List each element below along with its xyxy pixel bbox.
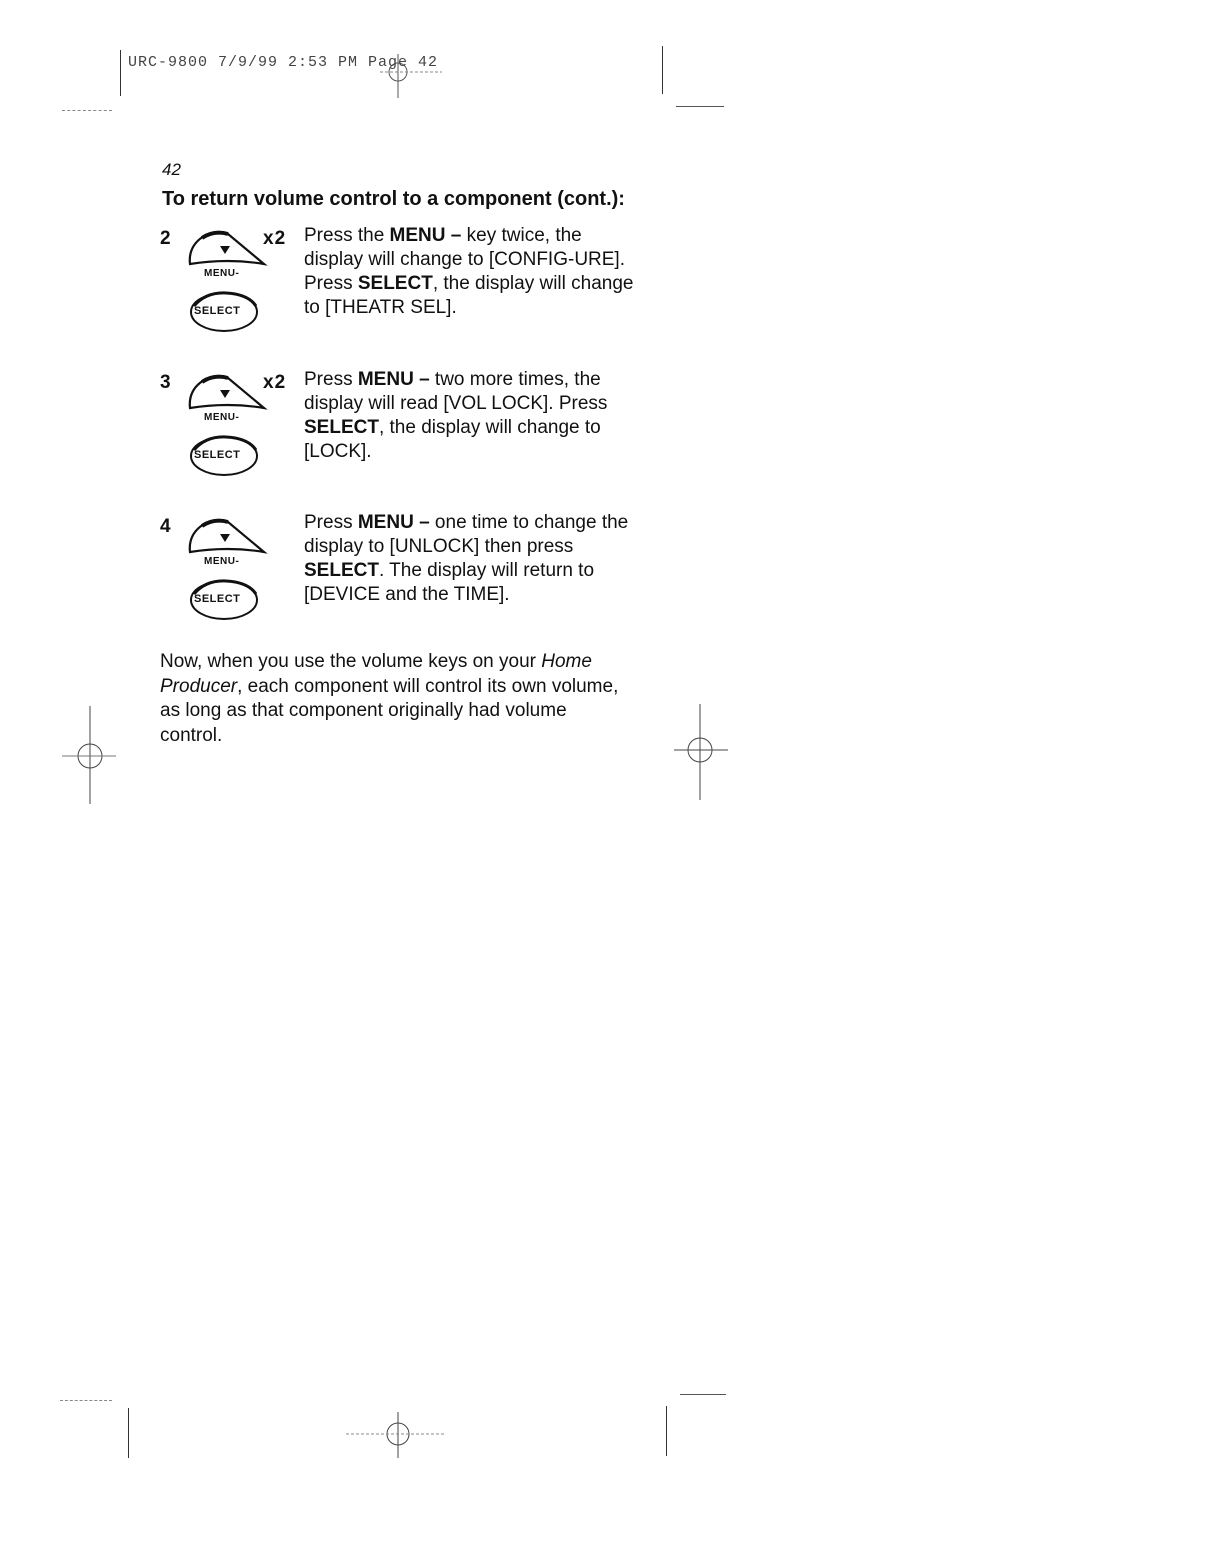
- crop-mark-top-left: [120, 50, 121, 96]
- print-slug: URC-9800 7/9/99 2:53 PM Page 42: [128, 54, 439, 71]
- crop-mark-bottom-right: [666, 1406, 667, 1456]
- registration-mark-bottom: [346, 1412, 446, 1460]
- page-number: 42: [162, 160, 181, 179]
- crop-dash-bottom-left: [60, 1400, 112, 1401]
- menu-key-label: MENU-: [204, 268, 240, 279]
- crop-dash-top-left: [62, 110, 112, 111]
- product-name: Home Producer: [160, 651, 592, 697]
- menu-key-icon: [184, 228, 270, 268]
- crop-line-top-right: [676, 106, 724, 107]
- step-instructions: Press MENU – two more times, the display will read [VOL LOCK]. Press SELECT, the display will change to [LOCK].: [304, 369, 608, 462]
- menu-key-icon: [184, 516, 270, 556]
- section-heading: To return volume control to a component (cont.):: [162, 188, 625, 210]
- select-key-label: SELECT: [194, 593, 241, 605]
- step-instructions: Press the MENU – key twice, the display will change to [CONFIG-URE]. Press SELECT, the display will change to [THEATR SEL].: [304, 225, 634, 318]
- closing-paragraph: Now, when you use the volume keys on your Home Producer, each component will control its own volume, as long as that component originally had volume control.: [160, 651, 619, 746]
- menu-key-label: MENU-: [204, 412, 240, 423]
- step-number: 4: [160, 516, 171, 537]
- step-number: 3: [160, 372, 171, 393]
- crop-mark-bottom-left: [128, 1408, 129, 1458]
- crop-line-bottom-right: [680, 1394, 726, 1395]
- press-count: x2: [263, 228, 287, 249]
- registration-mark-right: [674, 704, 730, 802]
- select-key-label: SELECT: [194, 305, 241, 317]
- select-key-label: SELECT: [194, 449, 241, 461]
- menu-key-icon: [184, 372, 270, 412]
- registration-mark-left: [62, 700, 118, 806]
- menu-key-label: MENU-: [204, 556, 240, 567]
- crop-mark-top-right: [662, 46, 663, 94]
- step-instructions: Press MENU – one time to change the display to [UNLOCK] then press SELECT. The display will return to [DEVICE and the TIME].: [304, 512, 629, 605]
- step-number: 2: [160, 228, 171, 249]
- press-count: x2: [263, 372, 287, 393]
